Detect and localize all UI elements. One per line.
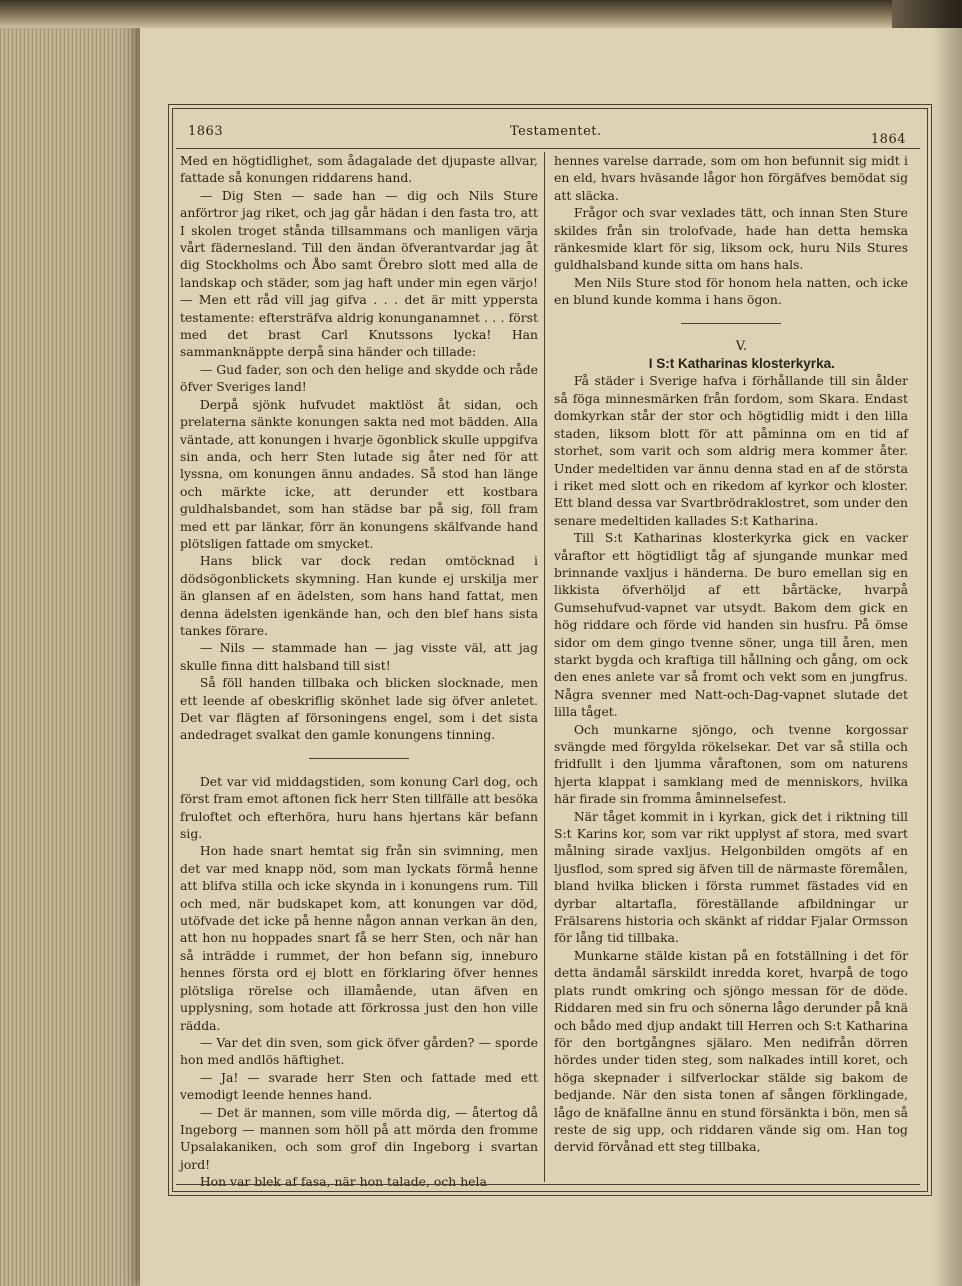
left-column [180,152,538,1191]
section-separator [681,323,781,324]
right-edge-shadow [932,0,962,1286]
paragraph: Det var vid middagstiden, som konung Carl dog, och först fram emot aftonen fick herr Sten tillfälle att besöka fruloftet och efterhöra, huru hans hjertans kär befann sig. [180,773,538,842]
paragraph: Frågor och svar vexlades tätt, och innan Sten Sture skildes från sin trolofvade, hade han detta hemska ränkesmide klart för sig, liksom ock, huru Nils Stures guldhalsband kunde sitta om hans hals. [554,205,908,273]
paragraph: Med en högtidlighet, som ådagalade det djupaste allvar, fattade så konungen riddarens hand. [180,153,538,186]
paragraph: Hans blick var dock redan omtöcknad i dödsögonblickets skymning. Han kunde ej urskilja mer än glansen af en ädelsten, som hans hand fattat, men denna ädelsten igenkände han, och den blef hans sista tankes förare. [180,553,538,638]
book-page-edges [0,0,150,1286]
paragraph: Och munkarne sjöngo, och tvenne korgossar svängde med förgylda rökelsekar. Det var så stilla och fridfullt i den ljumma våraftonen, som om naturens hjerta klappat i samklang med de menniskors, hvilka här firade sin fromma åminnelsefest. [554,721,908,807]
page-number-left: 1863 [188,124,224,139]
paragraph: Så föll handen tillbaka och blicken slocknade, men ett leende af obeskriflig skönhet lade sig öfver anletet. Det var flägten af försoningens engel, som i det sista andedraget svalkat den gamle konungens tinning. [180,675,538,743]
paragraph: Till S:t Katharinas klosterkyrka gick en vacker våraftor ett högtidligt tåg af sjungande munkar med brinnande vaxljus i händerna. De buro emellan sig en likkista öfverhöljd af ett bårtäcke, hvarpå Gumsehufvud-vapnet var utsydt. Bakom dem gick en hög riddare och förde vid handen sin husfru. På ömse sidor om dem gingo tvenne söner, unga till åren, men starkt bygda och kraftiga till hållning och gång, om ock den enes anlete var så fromt och vekt som en jungfrus. Några svenner med Natt-och-Dag-vapnet slutade det lilla tåget. [554,530,908,720]
paragraph: — Ja! — svarade herr Sten och fattade med ett vemodigt leende hennes hand. [180,1069,538,1103]
paragraph: hennes varelse darrade, som om hon befunnit sig midt i en eld, hvars hväsande lågor hon förgäfves bemödat sig att släcka. [554,153,908,203]
page-number-right: 1864 [870,132,906,147]
paragraph: — Dig Sten — sade han — dig och Nils Sture anförtror jag riket, och jag går hädan i den fasta tro, att I skolen troget stånda tillsammans och manligen värja vårt fädernesland. Till den ändan öfverantvardar jag åt dig Stockholms och Åbo samt Örebro slott med alla de landskap och städer, som jag haft under min egen värjo! — Men ett råd vill jag gifva . . . det är mitt yppersta testamente: eftersträfva aldrig konunganamnet . . . först med det brast Carl Knutssons lycka! Han sammanknäppte derpå sina händer och tillade: [180,187,538,360]
paragraph: Munkarne stälde kistan på en fotställning i det för detta ändamål särskildt inredda koret, hvarpå de togo plats rundt omkring och sjöngo messan för de döde. Riddaren med sin fru och sönerna lågo derunder på knä och bådo med djup andakt till Herren och S:t Katharina för den bortgångnes själaro. Men nedifrån dörren hördes under tiden steg, som nalkades intill koret, och höga skepnader i silfverlockar stälde sig bakom de bedjande. När den sista tonen af sången förklingade, lågo de knäfallne ännu en stund försänkta i bön, men så reste de sig upp, och riddaren vände sig om. Han tog dervid förvånad ett steg tillbaka, [554,947,908,1155]
paragraph: — Nils — stammade han — jag visste väl, att jag skulle finna ditt halsband till sist! [180,640,538,673]
bottom-rule [176,1184,920,1185]
section-separator [309,758,409,759]
paragraph: När tåget kommit in i kyrkan, gick det i riktning till S:t Karins kor, som var rikt upplyst af stora, med svart målning sirade vaxljus. Helgonbilden omgöts af en ljusflod, som spred sig äfven till de närmaste föremålen, bland hvilka blicken i första rummet fästades vid en dyrbar altartafla, föreställande afbildningar ur Frälsarens historia och skänkt af riddar Fjalar Ormsson för lång tid tillbaka. [554,808,908,946]
top-shadow [0,0,962,28]
paragraph: Derpå sjönk hufvudet maktlöst åt sidan, och prelaterna sänkte konungen sakta ned mot bädden. Alla väntade, att konungen i hvarje ögonblick skulle uppgifva sin anda, och herr Sten lutade sig åter ned för att lyssna, om konungen ännu andades. Så stod han länge och märkte icke, att derunder ett kostbara guldhalsbandet, som han städse bar på sig, föll fram med ett par länkar, förr än konungens skälfvande hand plötsligen fattade om smycket. [180,396,538,551]
chapter-title: I S:t Katharinas klosterkyrka. [648,356,835,372]
paragraph: — Det är mannen, som ville mörda dig, — återtog då Ingeborg — mannen som höll på att mörda den fromme Upsalakaniken, och som grof din Ingeborg i svartan jord! [180,1104,538,1172]
paragraph: — Gud fader, son och den helige and skydde och råde öfver Sveriges land! [180,361,538,395]
header-rule [176,148,920,149]
right-column [554,152,908,1156]
running-header [180,124,910,148]
column-rule [544,152,545,1182]
chapter-number: V. [735,338,748,354]
paragraph: Hon var blek af fasa, när hon talade, och hela [199,1174,487,1190]
paragraph: Hon hade snart hemtat sig från sin svimning, men det var med knapp nöd, som man lyckats förmå henne att blifva stilla och icke skynda in i konungens rum. Till och med, när budskapet kom, att konungen var död, utöfvade det icke på henne någon annan verkan än den, att hon nu hoppades snart få se herr Sten, och när han så inträdde i rummet, der hon befann sig, inneburo hennes första ord ej blott en förklaring öfver hennes plötsliga rörelse och illamående, utan äfven en upplysning, som hotade att förkrossa just den hon ville rädda. [180,843,538,1033]
paragraph: — Var det din sven, som gick öfver gården? — sporde hon med andlös häftighet. [180,1034,538,1068]
paragraph: Men Nils Sture stod för honom hela natten, och icke en blund kunde komma i hans ögon. [554,274,908,308]
paragraph: Få städer i Sverige hafva i förhållande till sin ålder så föga minnesmärken från fordom, som Skara. Endast domkyrkan står der stor och högtidlig midt i den lilla staden, liksom blott för att påminna om en tid af storhet, som varit och som aldrig mera kommer åter. Under medeltiden var ännu denna stad en af de största i riket med slott och en rikedom af kyrkor och kloster. Ett bland dessa var Svartbrödraklostret, som under den senare medeltiden kallades S:t Katharina. [554,373,908,528]
running-title: Testamentet. [510,124,602,139]
